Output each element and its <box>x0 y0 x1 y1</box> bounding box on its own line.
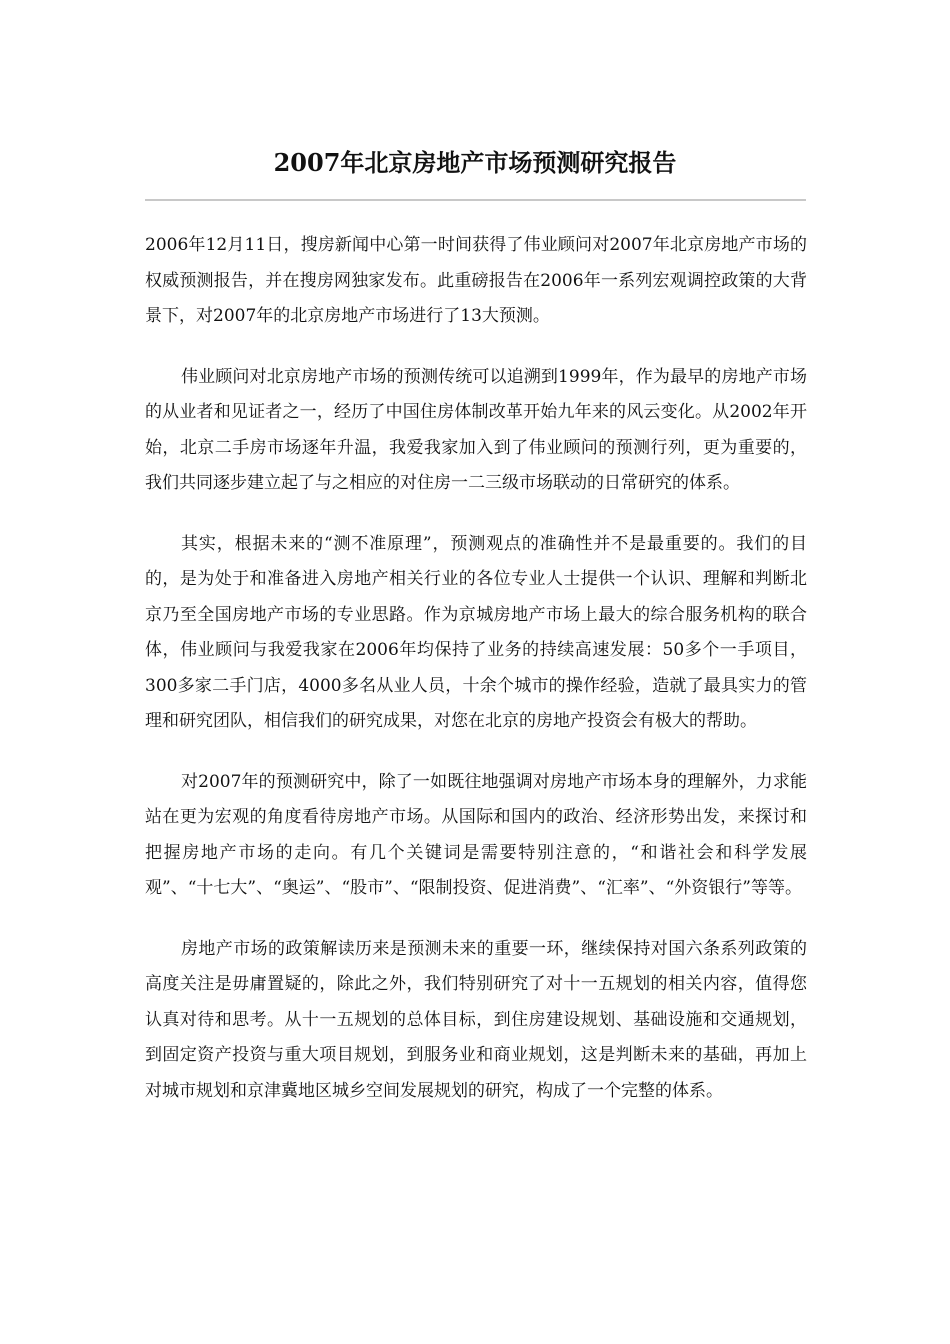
document-body <box>145 228 807 1134</box>
paragraph-5: 房地产市场的政策解读历来是预测未来的重要一环，继续保持对国六条系列政策的高度关注是毋庸置疑的，除此之外，我们特别研究了对十一五规划的相关内容，值得您认真对待和思考。从十一五规划的总体目标，到住房建设规划、基础设施和交通规划，到固定资产投资与重大项目规划，到服务业和商业规划，这是判断未来的基础，再加上对城市规划和京津冀地区城乡空间发展规划的研究，构成了一个完整的体系。 <box>145 938 807 1101</box>
paragraph-3: 其实，根据未来的“测不准原理”，预测观点的准确性并不是最重要的。我们的目的，是为处于和准备进入房地产相关行业的各位专业人士提供一个认识、理解和判断北京乃至全国房地产市场的专业思路。作为京城房地产市场上最大的综合服务机构的联合体，伟业顾问与我爱我家在2006年均保持了业务的持续高速发展：50多个一手项目，300多家二手门店，4000多名从业人员，十余个城市的操作经验，造就了最具实力的管理和研究团队，相信我们的研究成果，对您在北京的房地产投资会有极大的帮助。 <box>145 533 807 731</box>
title-divider <box>145 199 806 201</box>
paragraph-2: 伟业顾问对北京房地产市场的预测传统可以追溯到1999年，作为最早的房地产市场的从业者和见证者之一，经历了中国住房体制改革开始九年来的风云变化。从2002年开始，北京二手房市场逐年升温，我爱我家加入到了伟业顾问的预测行列，更为重要的，我们共同逐步建立起了与之相应的对住房一二三级市场联动的日常研究的体系。 <box>145 366 807 493</box>
document-title: 2007年北京房地产市场预测研究报告 <box>273 148 677 177</box>
paragraph-1: 2006年12月11日，搜房新闻中心第一时间获得了伟业顾问对2007年北京房地产市场的权威预测报告，并在搜房网独家发布。此重磅报告在2006年一系列宏观调控政策的大背景下，对2007年的北京房地产市场进行了13大预测。 <box>145 235 807 326</box>
paragraph-4: 对2007年的预测研究中，除了一如既往地强调对房地产市场本身的理解外，力求能站在更为宏观的角度看待房地产市场。从国际和国内的政治、经济形势出发，来探讨和把握房地产市场的走向。有几个关键词是需要特别注意的，“和谐社会和科学发展观”、“十七大”、“奥运”、“股市”、“限制投资、促进消费”、“汇率”、“外资银行”等等。 <box>145 771 807 898</box>
